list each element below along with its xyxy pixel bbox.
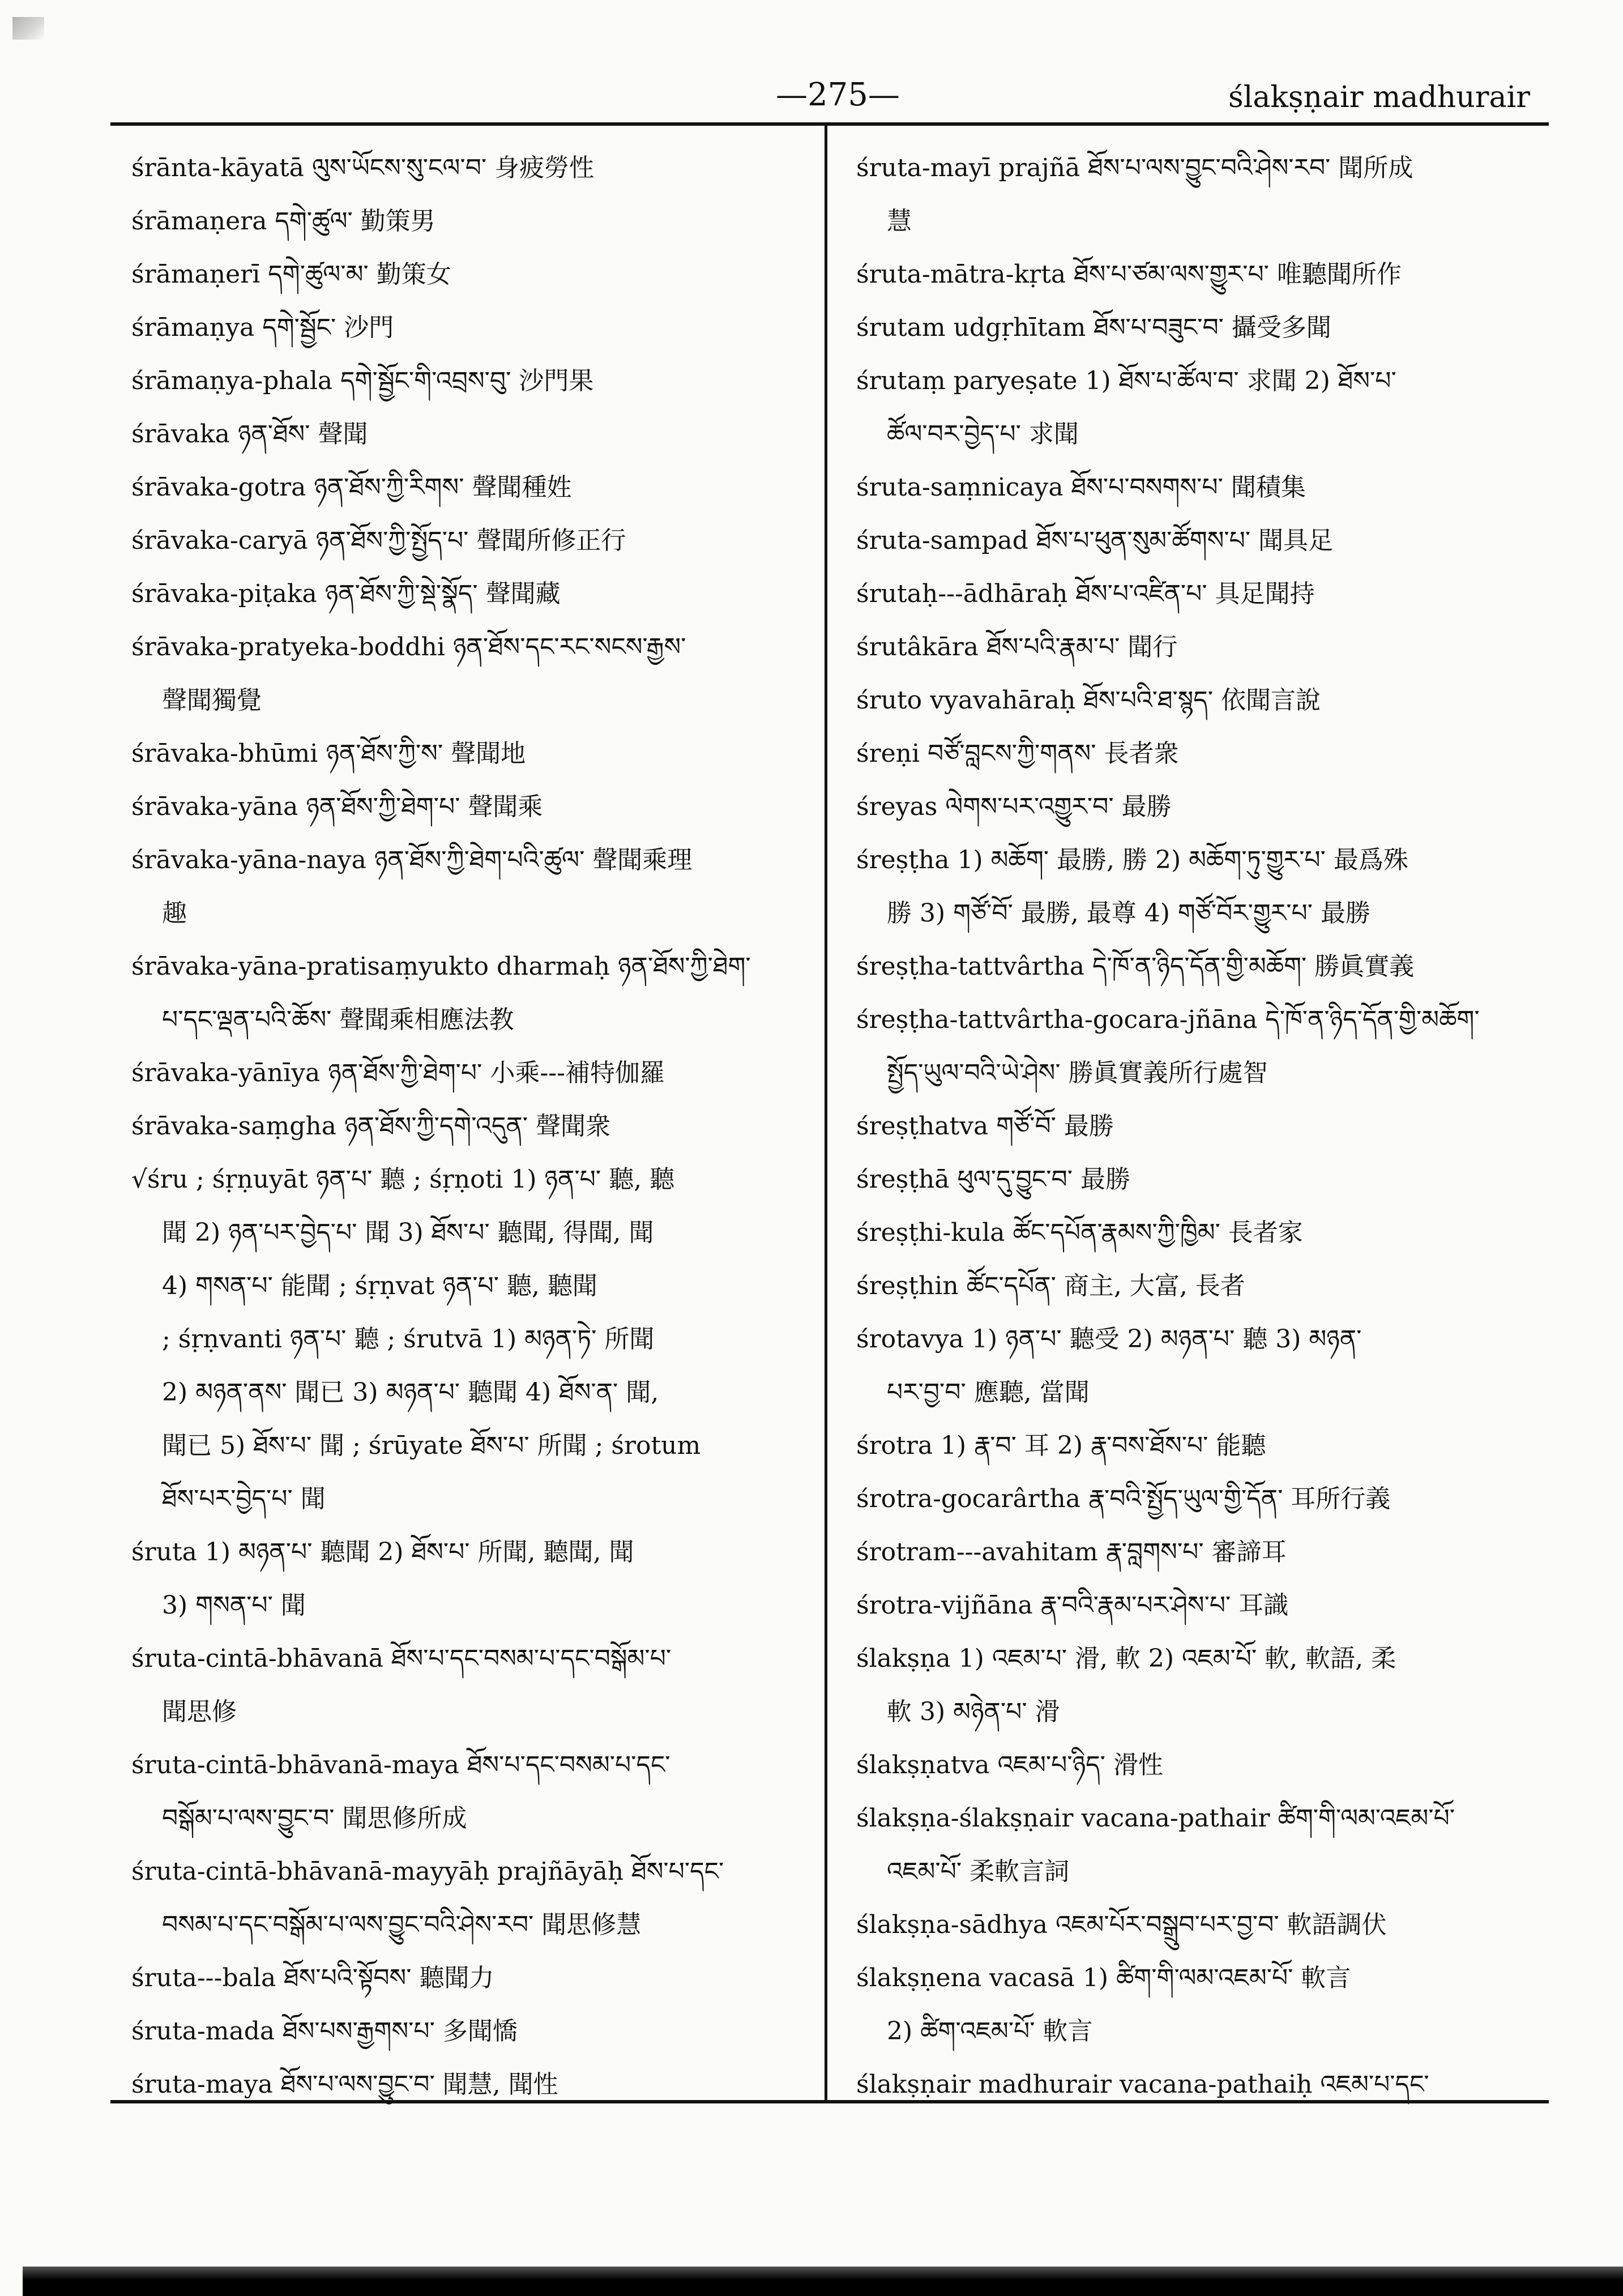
dictionary-entry bbox=[856, 1526, 1533, 1579]
entry-continuation: པ་དང་ལྡན་པའི་ཆོས་ 聲聞乘相應法教 bbox=[162, 1005, 514, 1034]
entry-continuation: 4) གསན་པ་ 能聞 ; śṛṇvat ཉན་པ་ 聽, 聽聞 bbox=[162, 1271, 597, 1300]
dictionary-entry bbox=[856, 1313, 1533, 1419]
dictionary-entry bbox=[131, 142, 808, 195]
dictionary-entry bbox=[856, 1100, 1533, 1153]
entry-continuation: ; śṛṇvanti ཉན་པ་ 聽 ; śrutvā 1) མཉན་ཏེ་ 所聞 bbox=[162, 1325, 655, 1354]
entry-line: śrāvaka ཉན་ཐོས་ 聲聞 bbox=[131, 420, 368, 449]
dictionary-entry bbox=[131, 1047, 808, 1100]
entry-line: śrāvaka-saṃgha ཉན་ཐོས་ཀྱི་དགེ་འདུན་ 聲聞衆 bbox=[131, 1112, 610, 1141]
entry-continuation: བསྒོམ་པ་ལས་བྱུང་བ་ 聞思修所成 bbox=[162, 1804, 467, 1833]
entry-line: śrāvaka-gotra ཉན་ཐོས་ཀྱི་རིགས་ 聲聞種姓 bbox=[131, 473, 572, 502]
dictionary-entry bbox=[131, 301, 808, 355]
page-number: —275— bbox=[776, 76, 900, 113]
entry-line: śruta---bala ཐོས་པའི་སྟོབས་ 聽聞力 bbox=[131, 1964, 494, 1992]
entry-line: ślakṣṇa 1) འཇམ་པ་ 滑, 軟 2) འཇམ་པོ་ 軟, 軟語, 柔 bbox=[856, 1644, 1396, 1673]
entry-line: śruta-cintā-bhāvanā ཐོས་པ་དང་བསམ་པ་དང་བསྒོམ་པ་ bbox=[131, 1644, 672, 1673]
dictionary-entry bbox=[856, 834, 1533, 940]
dictionary-entry bbox=[131, 1100, 808, 1153]
entry-line: śrotavya 1) ཉན་པ་ 聽受 2) མཉན་པ་ 聽 3) མཉན་ bbox=[856, 1325, 1362, 1354]
dictionary-entry bbox=[856, 1206, 1533, 1260]
dictionary-entry bbox=[856, 780, 1533, 834]
entry-line: śreṣṭhi-kula ཚོང་དཔོན་རྣམས་ཀྱི་ཁྱིམ་ 長者家 bbox=[856, 1218, 1303, 1247]
entry-line: śruta-maya ཐོས་པ་ལས་བྱུང་བ་ 聞慧, 聞性 bbox=[131, 2070, 558, 2099]
entry-line: śrotra-vijñāna རྣ་བའི་རྣམ་པར་ཤེས་པ་ 耳識 bbox=[856, 1591, 1289, 1620]
entry-line: ślakṣṇa-ślakṣṇair vacana-pathair ཚིག་གི་ལམ་འཇམ་པོ་ bbox=[856, 1804, 1455, 1833]
entry-continuation: ཚོལ་བར་བྱེད་པ་ 求聞 bbox=[887, 420, 1079, 449]
entry-line: śrāmaṇya དགེ་སྦྱོང་ 沙門 bbox=[131, 313, 394, 342]
entry-line: śrāvaka-pratyeka-boddhi ཉན་ཐོས་དང་རང་སངས་རྒྱས་ bbox=[131, 633, 686, 662]
dictionary-entry bbox=[131, 727, 808, 780]
entry-line: ślakṣṇa-sādhya འཇམ་པོར་བསྒྲུབ་པར་བྱ་བ་ 軟語調伏 bbox=[856, 1910, 1387, 1939]
right-column bbox=[856, 142, 1533, 2111]
dictionary-entry bbox=[856, 567, 1533, 621]
entry-line: śrutaṃ paryeṣate 1) ཐོས་པ་ཚོལ་བ་ 求聞 2) ཐོས་པ་ bbox=[856, 366, 1396, 395]
dictionary-entry bbox=[856, 301, 1533, 355]
entry-line: ślakṣṇatva འཇམ་པ་ཉིད་ 滑性 bbox=[856, 1751, 1163, 1779]
entry-line: śruta-mayī prajñā ཐོས་པ་ལས་བྱུང་བའི་ཤེས་རབ་ 聞所成 bbox=[856, 153, 1413, 182]
entry-line: śrutam udgṛhītam ཐོས་པ་བཟུང་བ་ 攝受多聞 bbox=[856, 313, 1331, 342]
entry-line: śrāvaka-yāna-pratisaṃyukto dharmaḥ ཉན་ཐོས་ཀྱི་ཐེག་ bbox=[131, 952, 751, 981]
dictionary-entry bbox=[131, 1526, 808, 1632]
dictionary-entry bbox=[131, 1632, 808, 1739]
entry-continuation: 勝 3) གཙོ་བོ་ 最勝, 最尊 4) གཙོ་བོར་གྱུར་པ་ 最勝 bbox=[887, 899, 1370, 928]
dictionary-entry bbox=[856, 1739, 1533, 1792]
entry-line: śrāvaka-caryā ཉན་ཐོས་ཀྱི་སྤྱོད་པ་ 聲聞所修正行 bbox=[131, 526, 626, 555]
column-divider bbox=[825, 124, 827, 2102]
entry-continuation: འཇམ་པོ་ 柔軟言詞 bbox=[887, 1857, 1070, 1886]
entry-continuation: 趣 bbox=[162, 899, 187, 928]
entry-line: śreyas ལེགས་པར་འགྱུར་བ་ 最勝 bbox=[856, 792, 1172, 821]
dictionary-entry bbox=[856, 248, 1533, 301]
entry-line: śruta-cintā-bhāvanā-mayyāḥ prajñāyāḥ ཐོས་པ་དང་ bbox=[131, 1857, 724, 1886]
dictionary-entry bbox=[856, 1260, 1533, 1313]
dictionary-entry bbox=[131, 514, 808, 567]
dictionary-entry bbox=[131, 461, 808, 514]
entry-continuation: 聞已 5) ཐོས་པ་ 聞 ; śrūyate ཐོས་པ་ 所聞 ; śrotum bbox=[162, 1431, 701, 1460]
dictionary-entry bbox=[131, 355, 808, 408]
dictionary-entry bbox=[131, 2005, 808, 2058]
dictionary-entry bbox=[856, 993, 1533, 1100]
entry-line: śruta-sampad ཐོས་པ་ཕུན་སུམ་ཚོགས་པ་ 聞具足 bbox=[856, 526, 1334, 555]
entry-line: śrāmaṇera དགེ་ཚུལ་ 勤策男 bbox=[131, 207, 435, 236]
entry-line: śrotra 1) རྣ་བ་ 耳 2) རྣ་བས་ཐོས་པ་ 能聽 bbox=[856, 1431, 1266, 1460]
dictionary-entry bbox=[131, 834, 808, 940]
entry-line: śreṣṭhin ཚོང་དཔོན་ 商主, 大富, 長者 bbox=[856, 1271, 1245, 1300]
dictionary-entry bbox=[856, 1792, 1533, 1898]
entry-line: śrānta-kāyatā ལུས་ཡོངས་སུ་ངལ་བ་ 身疲勞性 bbox=[131, 153, 595, 182]
dictionary-entry bbox=[131, 621, 808, 727]
entry-continuation: 軟 3) མཉེན་པ་ 滑 bbox=[887, 1697, 1060, 1726]
dictionary-entry bbox=[856, 1632, 1533, 1739]
entry-line: śrutaḥ---ādhāraḥ ཐོས་པ་འཛིན་པ་ 具足聞持 bbox=[856, 579, 1315, 608]
entry-line: śrotram---avahitam རྣ་བླགས་པ་ 審諦耳 bbox=[856, 1538, 1287, 1567]
entry-line: √śru ; śṛṇuyāt ཉན་པ་ 聽 ; śṛṇoti 1) ཉན་པ་ 聽, 聽 bbox=[131, 1165, 675, 1194]
entry-continuation: ཐོས་པར་བྱེད་པ་ 聞 bbox=[162, 1484, 326, 1513]
dictionary-entry bbox=[856, 1419, 1533, 1473]
entry-line: śreṇi བཙོ་བླངས་ཀྱི་གནས་ 長者衆 bbox=[856, 739, 1179, 768]
dictionary-entry bbox=[131, 567, 808, 621]
running-head: ślakṣṇair madhurair bbox=[1228, 80, 1530, 114]
entry-line: śreṣṭha-tattvârtha-gocara-jñāna དེ་ཁོ་ན་ཉིད་དོན་གྱི་མཆོག་ bbox=[856, 1005, 1480, 1034]
entry-line: śreṣṭhā ཕུལ་དུ་བྱུང་བ་ 最勝 bbox=[856, 1165, 1130, 1194]
dictionary-entry bbox=[131, 1845, 808, 1952]
entry-line: śrāmaṇerī དགེ་ཚུལ་མ་ 勤策女 bbox=[131, 260, 451, 289]
top-rule bbox=[110, 122, 1549, 126]
scan-edge-bar bbox=[23, 2267, 1623, 2296]
entry-continuation: 慧 bbox=[887, 207, 912, 236]
dictionary-entry bbox=[131, 1739, 808, 1845]
entry-line: śruta-mada ཐོས་པས་རྒྱགས་པ་ 多聞憍 bbox=[131, 2017, 518, 2046]
entry-continuation: བསམ་པ་དང་བསྒོམ་པ་ལས་བྱུང་བའི་ཤེས་རབ་ 聞思修慧 bbox=[162, 1910, 642, 1939]
entry-line: śrotra-gocarârtha རྣ་བའི་སྤྱོད་ཡུལ་གྱི་དོན་ 耳所行義 bbox=[856, 1484, 1391, 1513]
entry-line: śruta 1) མཉན་པ་ 聽聞 2) ཐོས་པ་ 所聞, 聽聞, 聞 bbox=[131, 1538, 634, 1567]
entry-line: śruta-saṃnicaya ཐོས་པ་བསགས་པ་ 聞積集 bbox=[856, 473, 1306, 502]
entry-line: śreṣṭha 1) མཆོག་ 最勝, 勝 2) མཆོག་ཏུ་གྱུར་པ་ 最爲殊 bbox=[856, 846, 1408, 874]
entry-continuation: 2) མཉན་ནས་ 聞已 3) མཉན་པ་ 聽聞 4) ཐོས་ན་ 聞, bbox=[162, 1378, 659, 1407]
dictionary-entry bbox=[131, 1952, 808, 2005]
scan-artifact bbox=[12, 17, 44, 40]
entry-line: ślakṣṇair madhurair vacana-pathaiḥ འཇམ་པ་དང་ bbox=[856, 2070, 1429, 2099]
entry-continuation: 聲聞獨覺 bbox=[162, 686, 262, 715]
entry-line: śrutâkāra ཐོས་པའི་རྣམ་པ་ 聞行 bbox=[856, 633, 1178, 662]
entry-line: śrāvaka-yāna-naya ཉན་ཐོས་ཀྱི་ཐེག་པའི་ཚུལ་ 聲聞乘理 bbox=[131, 846, 693, 874]
entry-line: śreṣṭha-tattvârtha དེ་ཁོ་ན་ཉིད་དོན་གྱི་མཆོག་ 勝眞實義 bbox=[856, 952, 1415, 981]
entry-continuation: 2) ཚིག་འཇམ་པོ་ 軟言 bbox=[887, 2017, 1093, 2046]
entry-line: ślakṣṇena vacasā 1) ཚིག་གི་ལམ་འཇམ་པོ་ 軟言 bbox=[856, 1964, 1351, 1992]
dictionary-entry bbox=[131, 780, 808, 834]
dictionary-entry bbox=[856, 727, 1533, 780]
dictionary-entry bbox=[856, 1898, 1533, 1952]
entry-continuation: 聞思修 bbox=[162, 1697, 237, 1726]
dictionary-entry bbox=[131, 248, 808, 301]
dictionary-entry bbox=[856, 1473, 1533, 1526]
left-column bbox=[131, 142, 808, 2111]
entry-line: śruta-mātra-kṛta ཐོས་པ་ཙམ་ལས་གྱུར་པ་ 唯聽聞所作 bbox=[856, 260, 1402, 289]
entry-continuation: 3) གསན་པ་ 聞 bbox=[162, 1591, 306, 1620]
entry-line: śrāvaka-yāna ཉན་ཐོས་ཀྱི་ཐེག་པ་ 聲聞乘 bbox=[131, 792, 543, 821]
dictionary-entry bbox=[856, 1153, 1533, 1206]
dictionary-entry bbox=[856, 1952, 1533, 2058]
dictionary-entry bbox=[131, 195, 808, 248]
entry-line: śruta-cintā-bhāvanā-maya ཐོས་པ་དང་བསམ་པ་དང་ bbox=[131, 1751, 670, 1779]
dictionary-entry bbox=[856, 674, 1533, 727]
entry-continuation: 聞 2) ཉན་པར་བྱེད་པ་ 聞 3) ཐོས་པ་ 聽聞, 得聞, 聞 bbox=[162, 1218, 654, 1247]
entry-line: śrāvaka-piṭaka ཉན་ཐོས་ཀྱི་སྡེ་སྣོད་ 聲聞藏 bbox=[131, 579, 561, 608]
entry-line: śrāvaka-bhūmi ཉན་ཐོས་ཀྱི་ས་ 聲聞地 bbox=[131, 739, 526, 768]
dictionary-entry bbox=[856, 142, 1533, 248]
dictionary-entry bbox=[131, 1153, 808, 1526]
dictionary-entry bbox=[856, 514, 1533, 567]
dictionary-entry bbox=[856, 940, 1533, 993]
dictionary-entry bbox=[131, 408, 808, 461]
dictionary-entry bbox=[856, 461, 1533, 514]
dictionary-entry bbox=[131, 940, 808, 1047]
bottom-rule bbox=[110, 2100, 1549, 2103]
entry-line: śreṣṭhatva གཙོ་བོ་ 最勝 bbox=[856, 1112, 1114, 1141]
entry-continuation: སྤྱོད་ཡུལ་བའི་ཡེ་ཤེས་ 勝眞實義所行處智 bbox=[887, 1059, 1268, 1087]
entry-line: śrāmaṇya-phala དགེ་སྦྱོང་གི་འབྲས་བུ་ 沙門果 bbox=[131, 366, 594, 395]
dictionary-entry bbox=[856, 355, 1533, 461]
dictionary-entry bbox=[856, 1579, 1533, 1632]
entry-continuation: པར་བྱ་བ་ 應聽, 當聞 bbox=[887, 1378, 1090, 1407]
entry-line: śrāvaka-yānīya ཉན་ཐོས་ཀྱི་ཐེག་པ་ 小乘---補特伽羅 bbox=[131, 1059, 665, 1087]
dictionary-entry bbox=[856, 621, 1533, 674]
entry-line: śruto vyavahāraḥ ཐོས་པའི་ཐ་སྙད་ 依聞言說 bbox=[856, 686, 1321, 715]
